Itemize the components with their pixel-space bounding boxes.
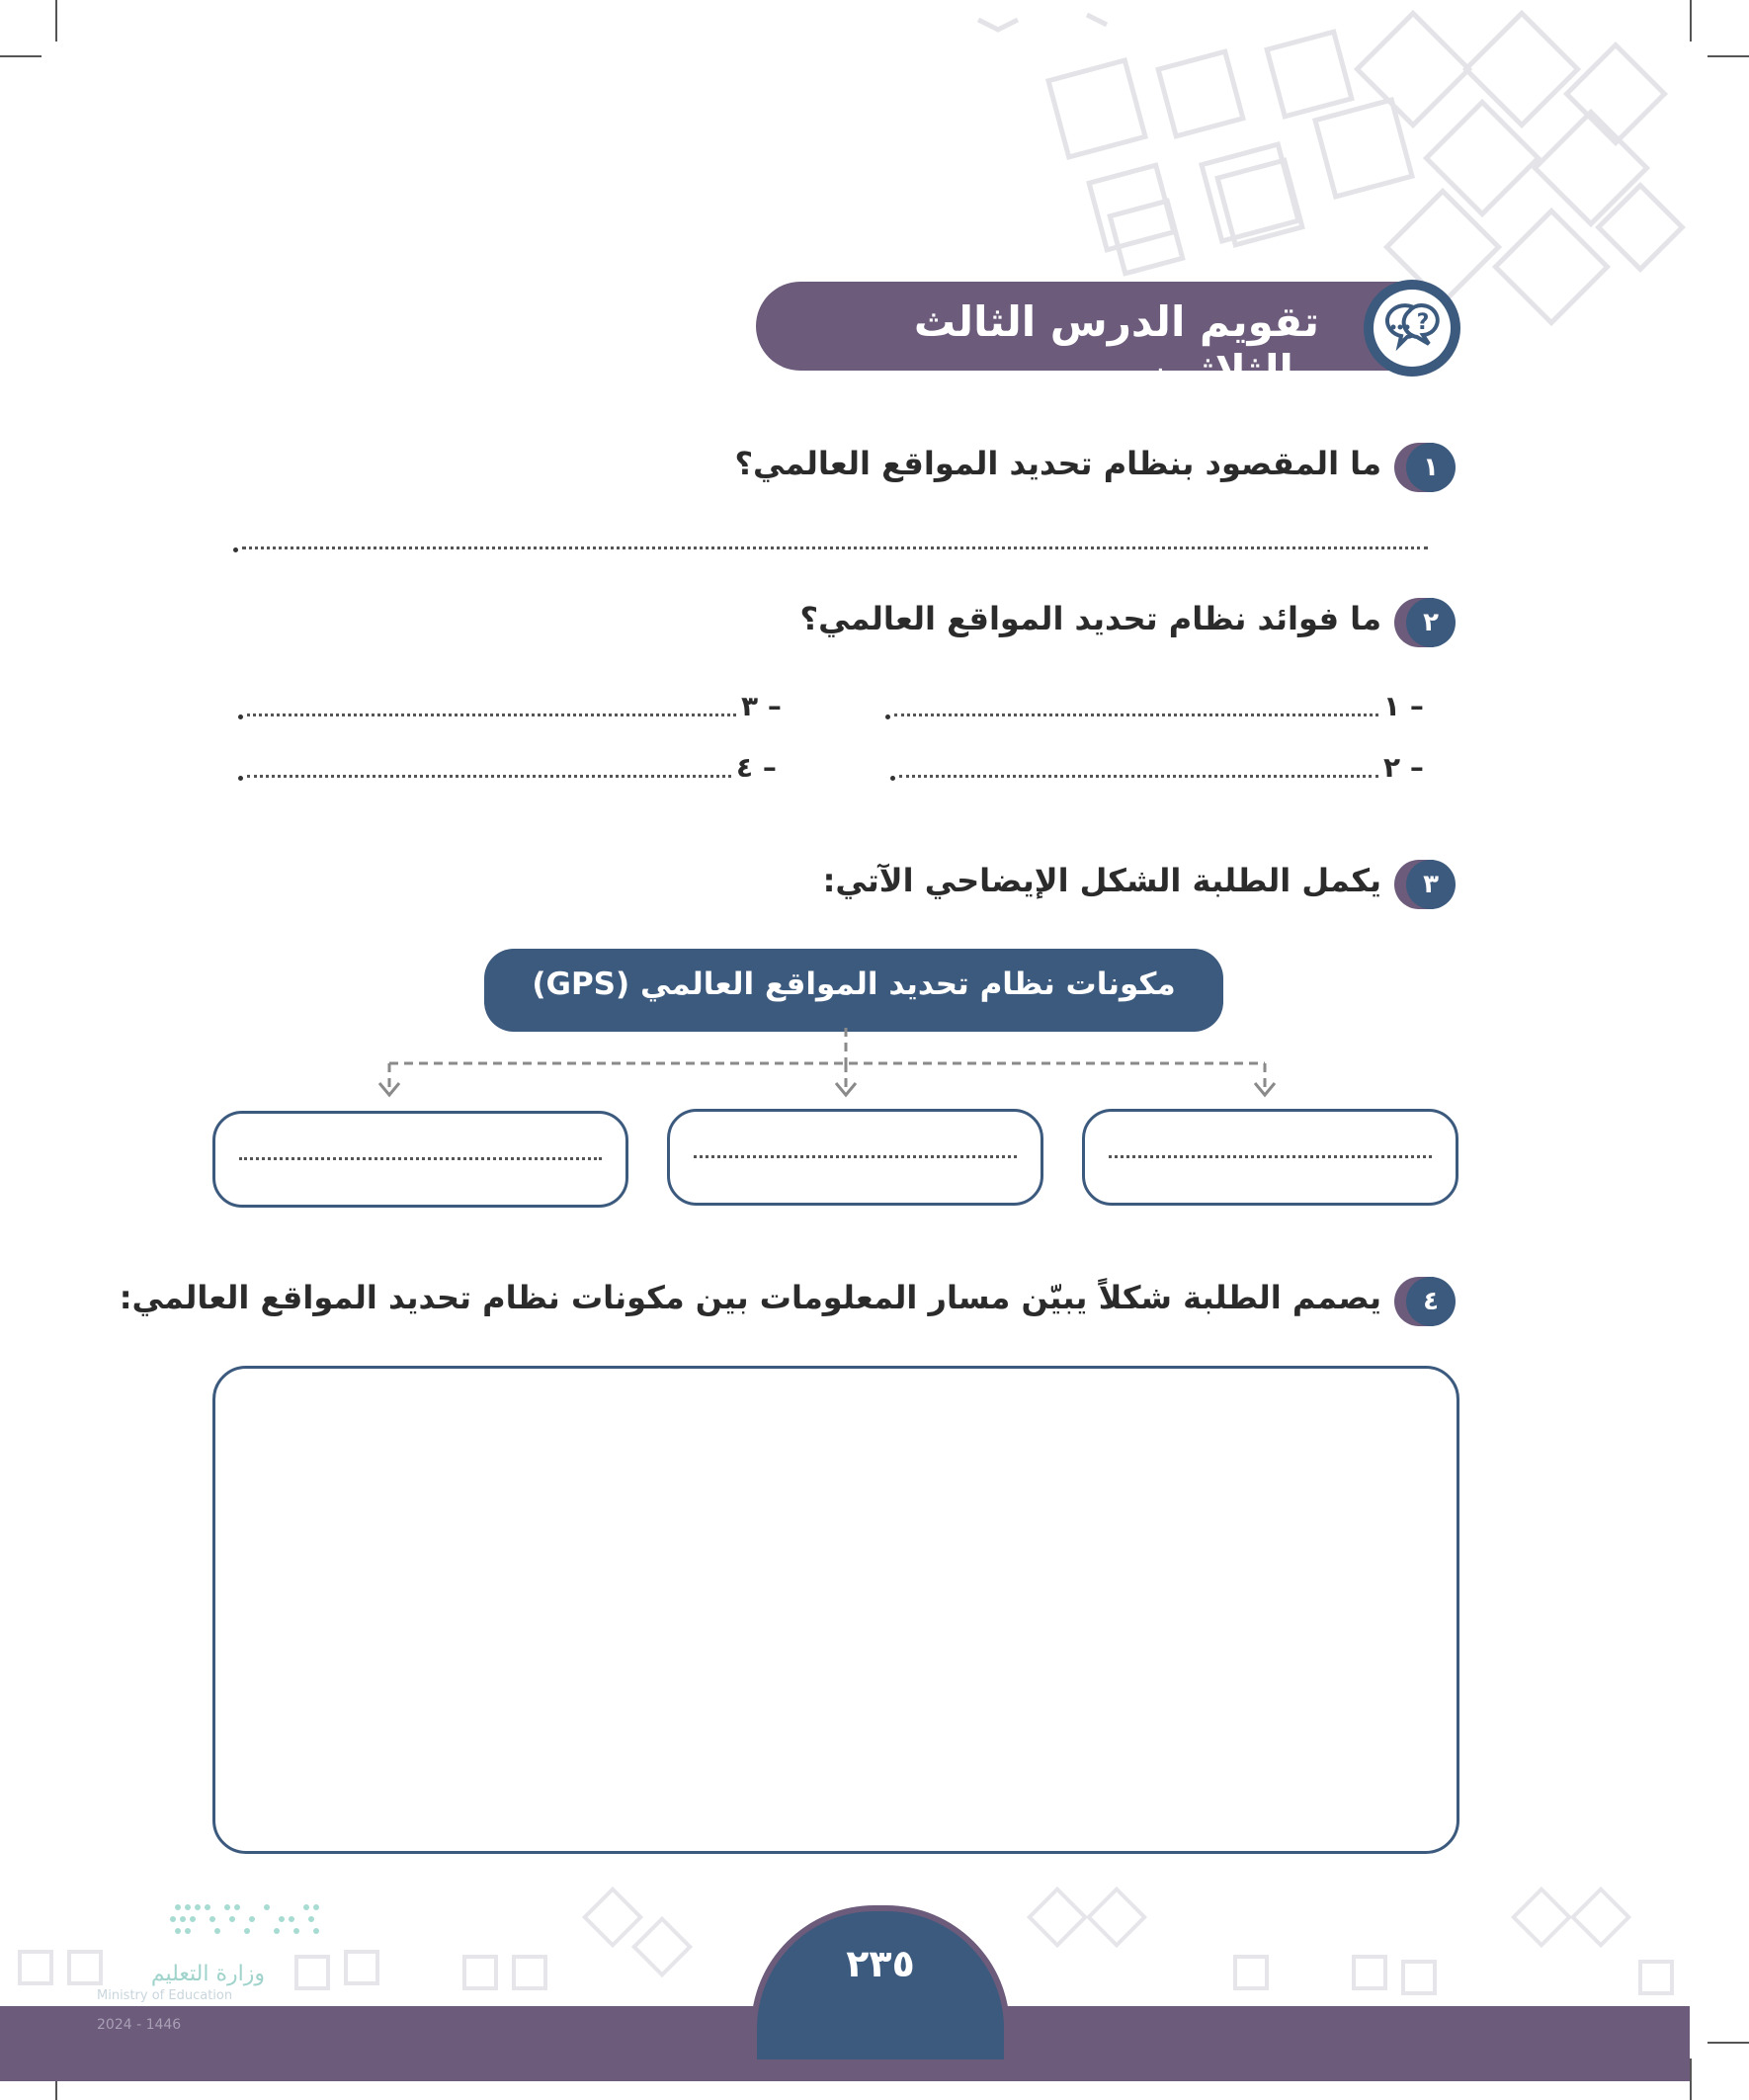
benefit-label-1: ١ – <box>1383 690 1424 722</box>
answer-line <box>1109 1155 1432 1158</box>
answer-line-benefit-4[interactable] <box>247 775 731 778</box>
question-3-text: يكمل الطلبة الشكل الإيضاحي الآتي: <box>822 862 1381 899</box>
drawing-area[interactable] <box>212 1366 1459 1854</box>
answer-line-benefit-3[interactable] <box>247 714 736 716</box>
question-speech-icon <box>1374 290 1451 367</box>
diagram-component-box-middle[interactable] <box>667 1109 1043 1206</box>
answer-line <box>694 1155 1017 1158</box>
crop-mark <box>0 55 42 57</box>
answer-line <box>239 1157 602 1160</box>
answer-line-benefit-2[interactable] <box>899 775 1378 778</box>
question-3-number: ٣ <box>1406 860 1456 909</box>
line-endpoint <box>238 776 243 781</box>
ministry-name-en: Ministry of Education <box>97 1988 233 2003</box>
line-endpoint <box>890 776 895 781</box>
crop-mark <box>1690 0 1692 42</box>
question-4-text: يصمم الطلبة شكلاً يبيّن مسار المعلومات بين مكونات نظام تحديد المواقع العالمي: <box>119 1279 1381 1316</box>
page-number: ٢٣٥ <box>846 1942 915 1985</box>
benefit-label-2: ٢ – <box>1383 751 1424 784</box>
answer-line-q1[interactable] <box>242 546 1428 549</box>
line-endpoint <box>238 714 243 719</box>
ministry-name-ar: وزارة التعليم <box>150 1962 265 1986</box>
diagram-component-box-right[interactable] <box>1082 1109 1458 1206</box>
lesson-title-banner <box>756 282 1458 394</box>
diagram-component-box-left[interactable] <box>212 1111 628 1208</box>
crop-mark <box>55 0 57 42</box>
answer-line-benefit-1[interactable] <box>894 714 1378 716</box>
benefit-label-4: ٤ – <box>736 751 777 784</box>
question-2-number: ٢ <box>1406 598 1456 647</box>
crop-mark <box>1707 55 1749 57</box>
question-4-number: ٤ <box>1406 1277 1456 1326</box>
diagram-connector-arrows <box>375 1028 1294 1099</box>
edition-year: 2024 - 1446 <box>97 2017 182 2033</box>
question-1-text: ما المقصود بنظام تحديد المواقع العالمي؟ <box>734 445 1381 482</box>
line-endpoint <box>233 547 238 552</box>
lesson-title: تقويم الدرس الثالث والثلاثين <box>913 297 1319 394</box>
line-endpoint <box>885 714 890 719</box>
question-2-text: ما فوائد نظام تحديد المواقع العالمي؟ <box>799 600 1381 637</box>
question-1-number: ١ <box>1406 443 1456 492</box>
diagram-heading-box <box>484 949 1223 1032</box>
crop-mark <box>1707 2042 1749 2044</box>
diagram-heading: مكونات نظام تحديد المواقع العالمي (GPS) <box>532 966 1176 1002</box>
crop-mark <box>1690 2058 1692 2100</box>
svg-text:?: ? <box>1416 310 1430 335</box>
benefit-label-3: ٣ – <box>741 690 782 722</box>
ministry-logo-icon <box>168 1897 326 1953</box>
